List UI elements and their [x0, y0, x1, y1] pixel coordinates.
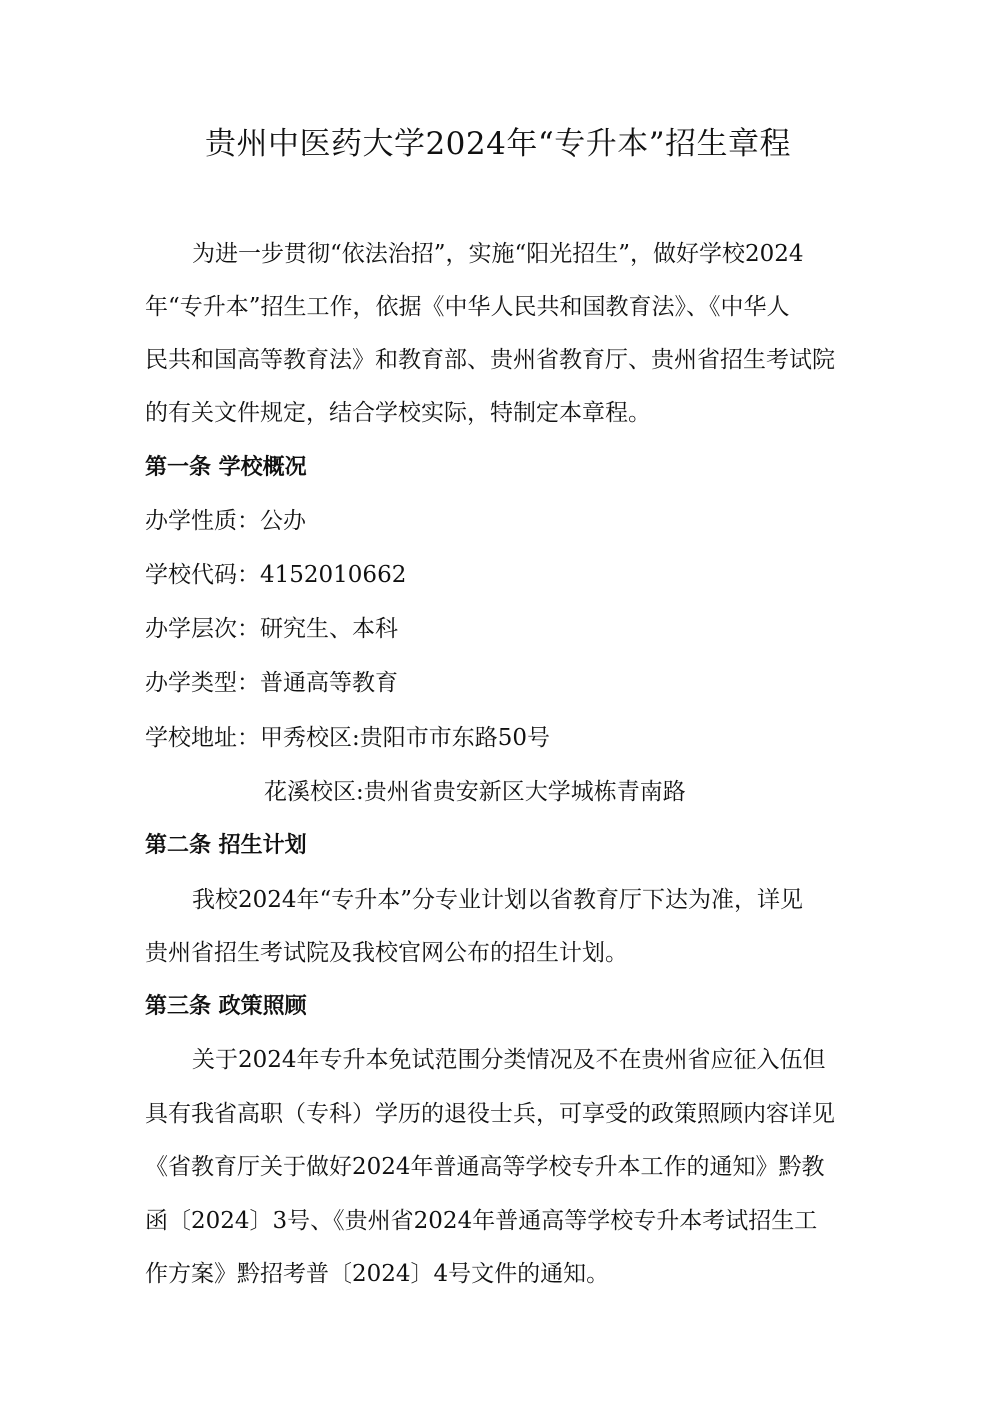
field-address [145, 721, 550, 755]
field-value: 研究生、本科 [260, 616, 398, 642]
field-address-line2: 花溪校区:贵州省贵安新区大学城栋青南路 [264, 779, 686, 805]
field-label: 办学性质： [145, 508, 260, 534]
article-2-line: 贵州省招生考试院及我校官网公布的招生计划。 [145, 940, 628, 966]
article-3-line: 作方案》黔招考普〔2024〕4号文件的通知。 [145, 1261, 610, 1287]
article-3-line: 具有我省高职（专科）学历的退役士兵，可享受的政策照顾内容详见 [145, 1101, 835, 1127]
preamble-line: 民共和国高等教育法》和教育部、贵州省教育厅、贵州省招生考试院 [145, 347, 835, 373]
article-2-heading: 第二条 招生计划 [145, 833, 307, 858]
article-2-line: 我校2024年“专升本”分专业计划以省教育厅下达为准，详见 [192, 887, 804, 913]
article-3-heading: 第三条 政策照顾 [145, 994, 307, 1019]
article-1-heading: 第一条 学校概况 [145, 455, 307, 480]
preamble-line: 为进一步贯彻“依法治招”，实施“阳光招生”，做好学校2024 [192, 241, 804, 267]
article-3-line: 关于2024年专升本免试范围分类情况及不在贵州省应征入伍但 [192, 1047, 826, 1073]
field-school-code [145, 558, 406, 592]
field-value: 4152010662 [260, 562, 407, 588]
field-value: 公办 [260, 508, 306, 534]
field-label: 学校代码： [145, 562, 260, 588]
field-label: 办学类型： [145, 670, 260, 696]
field-label: 学校地址： [145, 725, 260, 751]
field-nature [145, 504, 306, 538]
field-value: 普通高等教育 [260, 670, 398, 696]
field-level [145, 612, 398, 646]
article-3-line: 《省教育厅关于做好2024年普通高等学校专升本工作的通知》黔教 [145, 1154, 825, 1180]
field-type [145, 666, 398, 700]
preamble-line: 年“专升本”招生工作，依据《中华人民共和国教育法》、《中华人 [145, 294, 790, 320]
preamble-line: 的有关文件规定，结合学校实际，特制定本章程。 [145, 400, 651, 426]
field-value: 甲秀校区:贵阳市市东路50号 [260, 725, 551, 751]
article-3-line: 函〔2024〕3号、《贵州省2024年普通高等学校专升本考试招生工 [145, 1208, 818, 1234]
field-label: 办学层次： [145, 616, 260, 642]
document-title: 贵州中医药大学2024年“专升本”招生章程 [204, 126, 792, 162]
